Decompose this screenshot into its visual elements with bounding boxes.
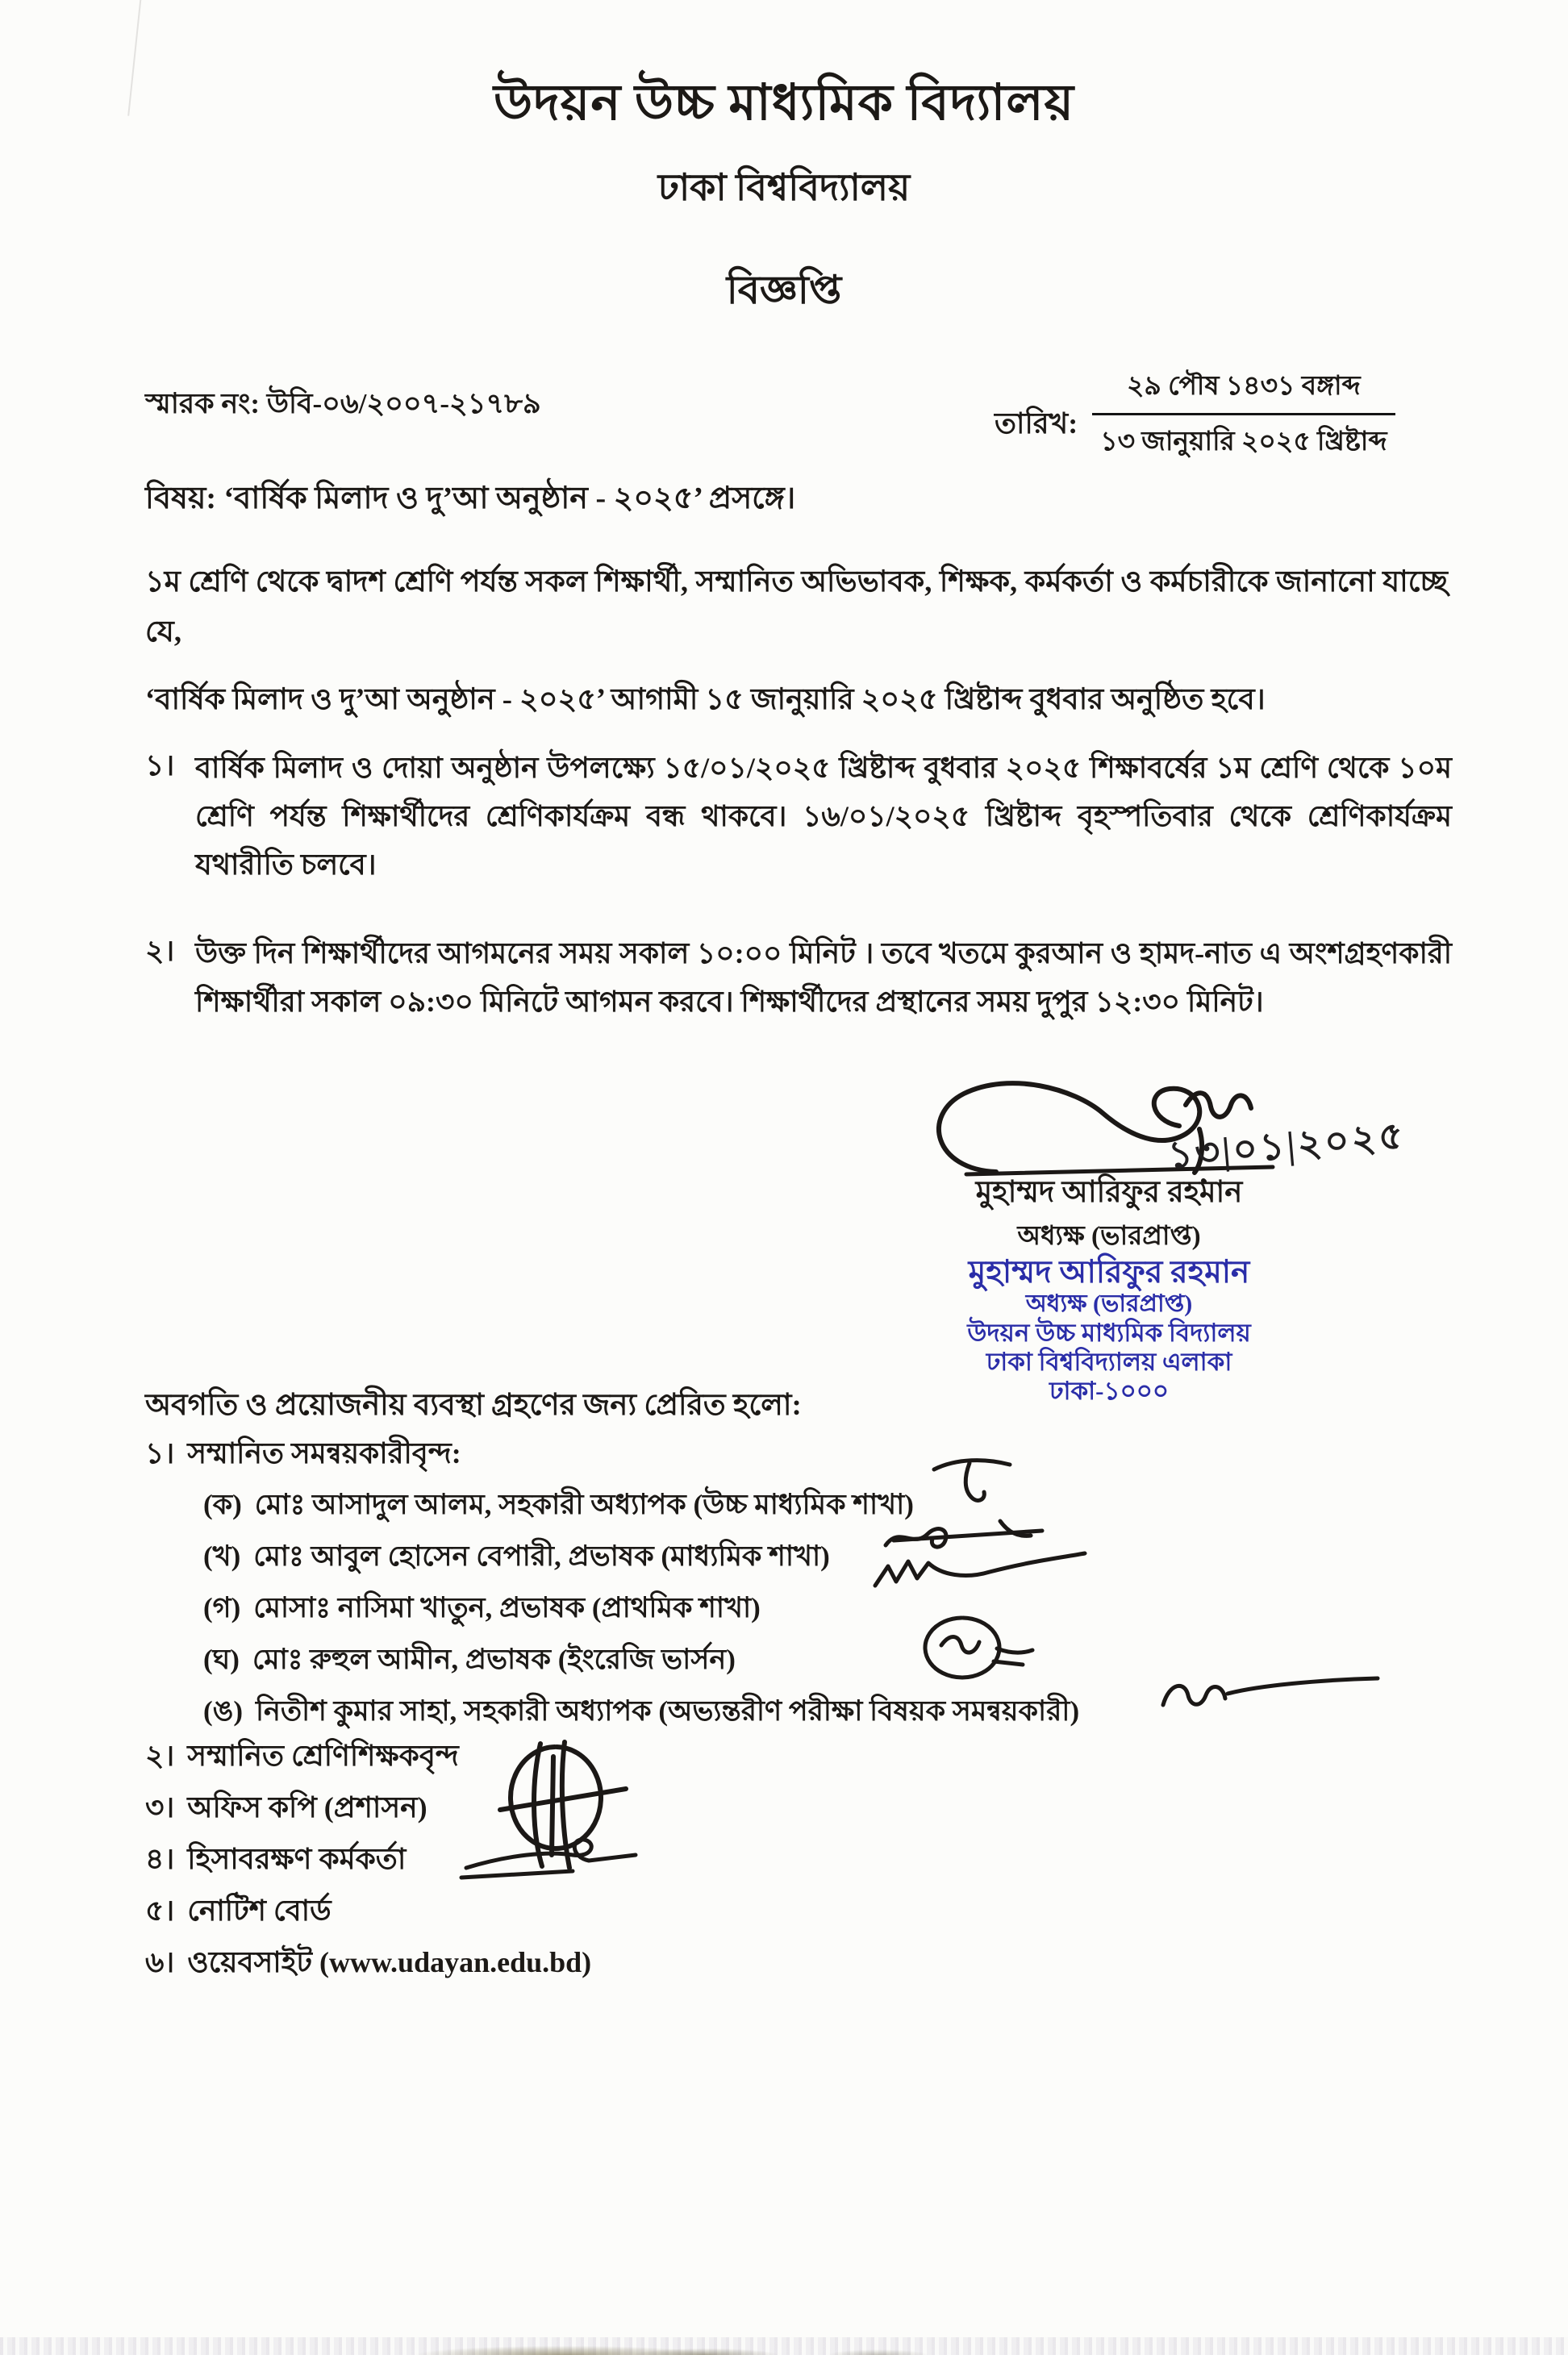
item-text: সম্মানিত সমন্বয়কারীবৃন্দ: [187, 1437, 461, 1469]
distribution-heading: অবগতি ও প্রয়োজনীয় ব্যবস্থা গ্রহণের জন্য প্রেরিত হলো: [145, 1389, 802, 1422]
item-text: মোঃ আসাদুল আলম, সহকারী অধ্যাপক (উচ্চ মাধ্যমিক শাখা) [254, 1489, 914, 1520]
item-number: ২। [145, 1740, 175, 1772]
item-text: হিসাবরক্ষণ কর্মকর্তা [187, 1843, 407, 1875]
coordinator-row [203, 1586, 761, 1633]
scan-artifact-strip [0, 2337, 1568, 2355]
coordinator-signature-e [1153, 1666, 1387, 1716]
distribution-item-5 [145, 1889, 332, 1937]
handwritten-date: ১৩|০১|২০২৫ [1166, 1115, 1407, 1178]
memo-number: স্মারক নং: উবি-০৬/২০০৭-২১৭৮৯ [145, 388, 541, 419]
notice-title: বিজ্ঞপ্তি [726, 268, 842, 312]
coordinator-row [203, 1482, 914, 1530]
point-number: ২। [145, 935, 175, 967]
signatory-name: মুহাম্মদ আরিফুর রহমান [975, 1176, 1243, 1209]
distribution-item-2 [145, 1734, 459, 1782]
item-number: (ঙ) [203, 1695, 243, 1727]
item-text: মোঃ রুহুল আমীন, প্রভাষক (ইংরেজি ভার্সন) [252, 1644, 736, 1675]
item-number: ৩। [145, 1791, 175, 1824]
school-name: উদয়ন উচ্চ মাধ্যমিক বিদ্যালয় [493, 76, 1075, 131]
date-label: তারিখ: [995, 406, 1078, 440]
coordinator-row [203, 1534, 830, 1582]
item-text: নিতীশ কুমার সাহা, সহকারী অধ্যাপক (অভ্যন্তরীণ পরীক্ষা বিষয়ক সমন্বয়কারী) [255, 1695, 1080, 1727]
item-number: (খ) [203, 1540, 241, 1572]
distribution-item-6 [145, 1940, 591, 1989]
coordinator-signature-d [897, 1610, 1042, 1684]
office-stamp [920, 1255, 1299, 1406]
stamp-postcode: ঢাকা-১০০০ [1049, 1377, 1170, 1405]
coordinator-row [203, 1689, 1079, 1736]
date-block [995, 365, 1395, 465]
distribution-item-1 [145, 1432, 461, 1480]
item-number: (গ) [203, 1592, 241, 1623]
coordinator-signature-c [867, 1545, 1093, 1598]
office-copy-signature [450, 1732, 668, 1890]
body-point-2 [145, 929, 1452, 1026]
signatory-designation: অধ্যক্ষ (ভারপ্রাপ্ত) [1017, 1222, 1201, 1251]
coordinator-signature-a [928, 1452, 1024, 1508]
item-number: ৪। [145, 1843, 175, 1875]
stamp-area: ঢাকা বিশ্ববিদ্যালয় এলাকা [986, 1348, 1232, 1376]
item-text: মোঃ আবুল হোসেন বেপারী, প্রভাষক (মাধ্যমিক শাখা) [253, 1540, 830, 1572]
point-text: উক্ত দিন শিক্ষার্থীদের আগমনের সময় সকাল ১০:০০ মিনিট । তবে খতমে কুরআন ও হামদ-নাত এ অংশগ্রহণকারী শিক্ষার্থীরা সকাল ০৯:৩০ মিনিটে আগমন করবে। শিক্ষার্থীদের প্রস্থানের সময় দুপুর ১২:৩০ মিনিট। [195, 937, 1452, 1018]
item-number: (ঘ) [203, 1644, 240, 1675]
coordinator-row [203, 1637, 736, 1685]
item-text: নোটিশ বোর্ড [187, 1894, 332, 1927]
point-text: বার্ষিক মিলাদ ও দোয়া অনুষ্ঠান উপলক্ষ্যে ১৫/০১/২০২৫ খ্রিষ্টাব্দ বুধবার ২০২৫ শিক্ষাবর্ষের ১ম শ্রেণি থেকে ১০ম শ্রেণি পর্যন্ত শিক্ষার্থীদের শ্রেণিকার্যক্রম বন্ধ থাকবে। ১৬/০১/২০২৫ খ্রিষ্টাব্দ বৃহস্পতিবার থেকে শ্রেণিকার্যক্রম যথারীতি চলবে। [195, 752, 1452, 881]
stamp-designation: অধ্যক্ষ (ভারপ্রাপ্ত) [1025, 1290, 1193, 1317]
announcement-line: ‘বার্ষিক মিলাদ ও দু’আ অনুষ্ঠান - ২০২৫’ আগামী ১৫ জানুয়ারি ২০২৫ খ্রিষ্টাব্দ বুধবার অনুষ্ঠিত হবে। [145, 682, 1266, 715]
distribution-item-3 [145, 1786, 427, 1834]
body-point-1 [145, 744, 1452, 889]
distribution-item-4 [145, 1837, 406, 1886]
stamp-name: মুহাম্মদ আরিফুর রহমান [968, 1255, 1250, 1290]
item-number: ১। [145, 1437, 175, 1469]
date-bangla-era: ২৯ পৌষ ১৪৩১ বঙ্গাব্দ [1126, 372, 1361, 401]
item-number: ৫। [145, 1894, 175, 1927]
intro-paragraph: ১ম শ্রেণি থেকে দ্বাদশ শ্রেণি পর্যন্ত সকল শিক্ষার্থী, সম্মানিত অভিভাবক, শিক্ষক, কর্মকর্তা ও কর্মচারীকে জানানো যাচ্ছে যে, [145, 565, 1448, 648]
item-number: ৬। [145, 1946, 175, 1978]
date-fraction [1092, 365, 1395, 465]
item-number: (ক) [203, 1489, 242, 1520]
stamp-school: উদয়ন উচ্চ মাধ্যমিক বিদ্যালয় [967, 1319, 1251, 1347]
item-text: ওয়েবসাইট (www.udayan.edu.bd) [187, 1946, 592, 1978]
date-gregorian: ১৩ জানুয়ারি ২০২৫ খ্রিষ্টাব্দ [1092, 413, 1395, 465]
school-affiliation: ঢাকা বিশ্ববিদ্যালয় [657, 167, 911, 208]
item-text: মোসাঃ নাসিমা খাতুন, প্রভাষক (প্রাথমিক শাখা) [253, 1592, 761, 1623]
item-text: অফিস কপি (প্রশাসন) [187, 1791, 427, 1824]
point-number: ১। [145, 749, 175, 782]
subject-line: বিষয়: ‘বার্ষিক মিলাদ ও দু’আ অনুষ্ঠান - ২০২৫’ প্রসঙ্গে। [145, 481, 796, 515]
item-text: সম্মানিত শ্রেণিশিক্ষকবৃন্দ [187, 1740, 459, 1772]
